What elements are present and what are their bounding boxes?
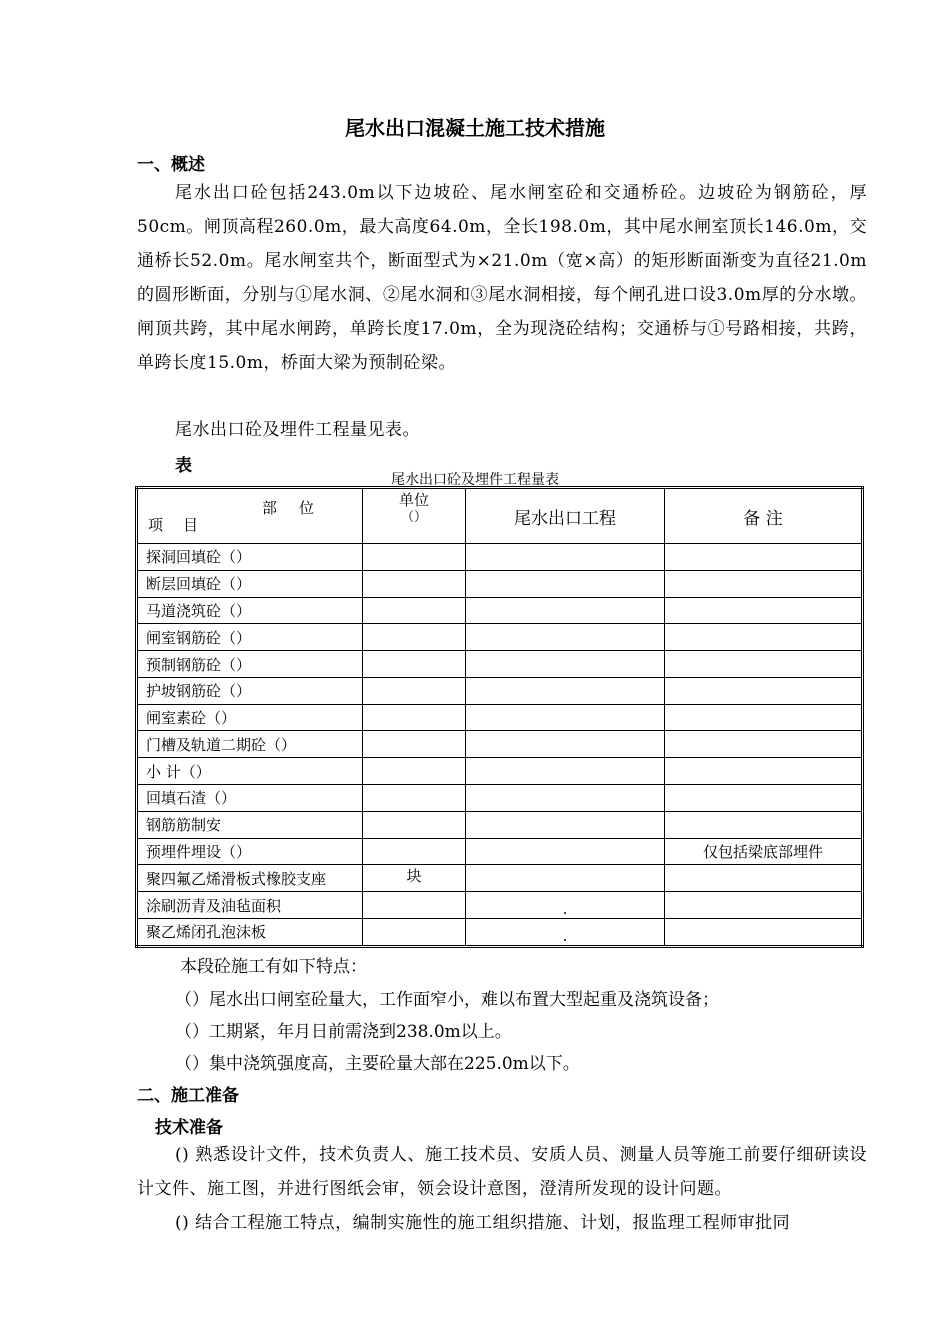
table-row [137,838,863,865]
row-note: 仅包括梁底部埋件 [665,838,863,865]
header-item-position-cell [137,488,363,544]
row-value [466,731,665,758]
row-note [665,811,863,838]
table-row [137,785,863,812]
table-row [137,758,863,785]
row-unit: 块 [363,865,466,892]
table-row [137,544,863,571]
row-note [665,731,863,758]
row-unit [363,811,466,838]
document-title: 尾水出口混凝土施工技术措施 [345,116,605,140]
row-value [466,570,665,597]
overview-paragraph: 尾水出口砼包括243.0m以下边坡砼、尾水闸室砼和交通桥砼。边坡砼为钢筋砼，厚50cm。闸顶高程260.0m，最大高度64.0m，全长198.0m，其中尾水闸室顶长146.0m，交通桥长52.0m。尾水闸室共个，断面型式为×21.0m（宽×高）的矩形断面渐变为直径21.0m的圆形断面，分别与①尾水洞、②尾水洞和③尾水洞相接，每个闸孔进口设3.0m厚的分水墩。闸顶共跨，其中尾水闸跨，单跨长度17.0m，全为现浇砼结构；交通桥与①号路相接，共跨，单跨长度15.0m，桥面大梁为预制砼梁。 [137,183,867,373]
row-unit [363,597,466,624]
row-value: . [466,892,665,919]
row-unit [363,785,466,812]
row-unit [363,892,466,919]
row-value [466,651,665,678]
table-row [137,677,863,704]
row-unit [363,838,466,865]
header-project-cell: 尾水出口工程 [466,488,665,544]
preparation-paragraph-2: () 结合工程施工特点，编制实施性的施工组织措施、计划，报监理工程师审批同 [175,1213,791,1233]
feature-item-3: （）集中浇筑强度高，主要砼量大部在225.0m以下。 [175,1054,580,1074]
row-value [466,704,665,731]
row-value [466,544,665,571]
row-value [466,838,665,865]
row-unit [363,624,466,651]
row-item: 聚四氟乙烯滑板式橡胶支座 [137,865,363,892]
row-note [665,597,863,624]
table-row [137,597,863,624]
row-item: 闸室钢筋砼（） [137,624,363,651]
row-unit [363,758,466,785]
row-unit [363,704,466,731]
row-item: 小 计（） [137,758,363,785]
header-note-cell: 备 注 [665,488,863,544]
row-item: 预制钢筋砼（） [137,651,363,678]
quantity-table [135,486,864,948]
header-position-label: 部位 [261,499,336,517]
table-row [137,892,863,919]
table-row [137,704,863,731]
table-label: 表 [175,456,192,476]
row-note [665,570,863,597]
preparation-paragraph-1: () 熟悉设计文件，技术负责人、施工技术员、安质人员、测量人员等施工前要仔细研读设计文件、施工图，并进行图纸会审，领会设计意图，澄清所发现的设计问题。 [137,1145,867,1199]
header-unit-cell [363,488,466,544]
row-value [466,758,665,785]
quantity-reference-paragraph: 尾水出口砼及埋件工程量见表。 [175,420,420,440]
row-item: 聚乙烯闭孔泡沫板 [137,918,363,946]
row-value [466,811,665,838]
table-row [137,865,863,892]
row-item: 马道浇筑砼（） [137,597,363,624]
feature-item-1: （）尾水出口闸室砼量大，工作面窄小，难以布置大型起重及浇筑设备； [175,990,719,1010]
row-value [466,865,665,892]
row-item: 护坡钢筋砼（） [137,677,363,704]
header-unit-paren: （） [400,510,427,525]
section-heading-overview: 一、概述 [137,155,205,175]
header-unit-label: 单位 [398,491,429,509]
row-value [466,677,665,704]
row-unit [363,731,466,758]
row-item: 涂刷沥青及油毡面积 [137,892,363,919]
row-note [665,892,863,919]
row-unit [363,918,466,946]
row-note [665,704,863,731]
table-caption: 尾水出口砼及埋件工程量表 [391,472,559,488]
header-item-label: 项目 [148,516,219,534]
row-value: . [466,918,665,946]
section-heading-preparation: 二、施工准备 [137,1086,239,1106]
row-unit [363,544,466,571]
table-row [137,651,863,678]
table-row [137,811,863,838]
row-note [665,785,863,812]
row-item: 门槽及轨道二期砼（） [137,731,363,758]
row-unit [363,677,466,704]
row-note [665,624,863,651]
row-note [665,651,863,678]
table-row [137,570,863,597]
features-intro: 本段砼施工有如下特点： [180,957,367,977]
row-item: 断层回填砼（） [137,570,363,597]
row-value [466,597,665,624]
row-note [665,865,863,892]
row-item: 闸室素砼（） [137,704,363,731]
row-value [466,785,665,812]
row-note [665,918,863,946]
row-note [665,544,863,571]
row-unit [363,651,466,678]
row-item: 回填石渣（） [137,785,363,812]
row-item: 预埋件埋设（） [137,838,363,865]
table-row [137,918,863,946]
row-unit [363,570,466,597]
row-note [665,677,863,704]
row-item: 探洞回填砼（） [137,544,363,571]
table-row [137,731,863,758]
table-row [137,624,863,651]
row-value [466,624,665,651]
feature-item-2: （）工期紧，年月日前需浇到238.0m以上。 [175,1022,512,1042]
subheading-technical-preparation: 技术准备 [155,1118,223,1138]
row-note [665,758,863,785]
table-header-row [137,488,863,544]
row-item: 钢筋筋制安 [137,811,363,838]
